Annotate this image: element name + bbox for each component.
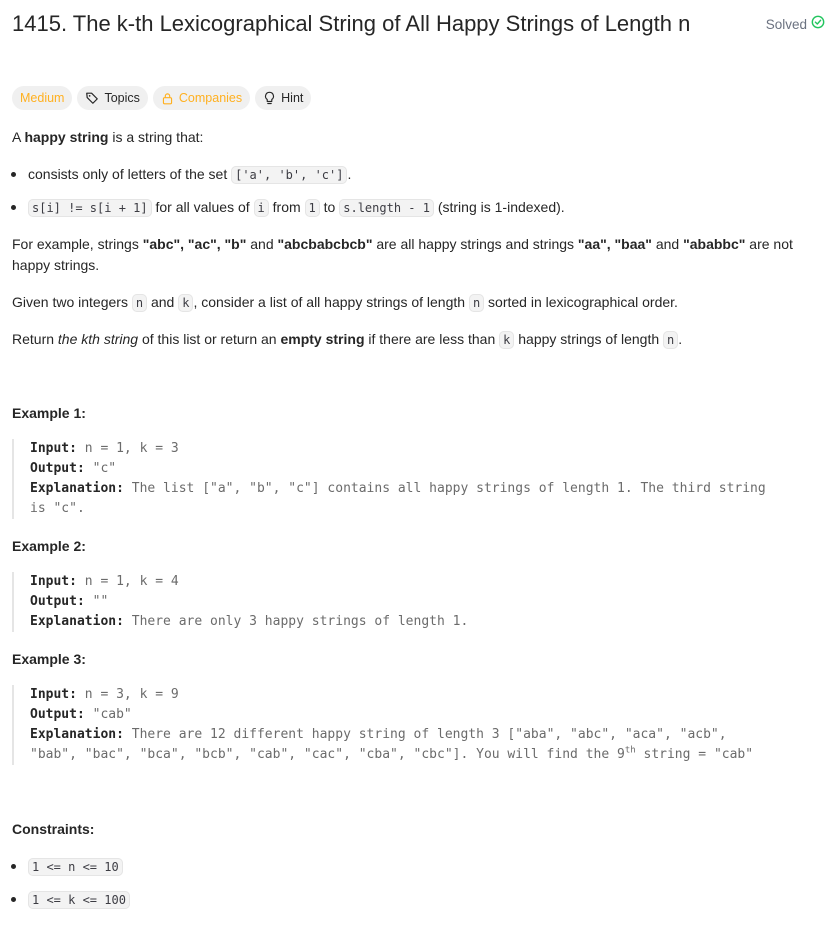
hint-button[interactable]: [255, 86, 311, 110]
list-item: [28, 856, 123, 878]
inline-code: n: [132, 294, 147, 312]
inline-code: k: [178, 294, 193, 312]
explanation-label: Explanation:: [30, 727, 124, 742]
bold-text: "abcbabcbcb": [277, 236, 373, 252]
topics-label: Topics: [104, 91, 140, 105]
text: .: [347, 166, 352, 182]
inline-code: n: [663, 331, 678, 349]
text: Given two integers: [12, 294, 132, 310]
example-explanation: The list ["a", "b", "c"] contains all happy strings of length 1. The third string: [131, 481, 766, 496]
text: to: [319, 199, 340, 215]
example-input: n = 3, k = 9: [84, 687, 179, 702]
example-output: "c": [92, 461, 117, 476]
explanation-label: Explanation:: [30, 614, 124, 629]
topics-button[interactable]: [77, 86, 147, 110]
title-row: [12, 8, 825, 40]
inline-code: n: [469, 294, 484, 312]
output-label: Output:: [30, 707, 85, 722]
list-item: [28, 197, 565, 219]
lightbulb-icon: [263, 91, 276, 105]
inline-code: k: [499, 331, 514, 349]
inline-code: i: [254, 199, 269, 217]
text: for all values of: [151, 199, 254, 215]
example-explanation: There are only 3 happy strings of length 1.: [131, 614, 469, 629]
bold-text: "aa", "baa": [577, 236, 652, 252]
superscript: th: [624, 745, 636, 756]
problem-title[interactable]: 1415. The k-th Lexicographical String of All Happy Strings of Length n: [12, 11, 691, 36]
inline-code: s[i] != s[i + 1]: [28, 199, 152, 217]
example-output: "cab": [92, 707, 132, 722]
text: of this list or return an: [138, 331, 281, 347]
text: For example, strings: [12, 236, 143, 252]
solved-status: [766, 14, 825, 35]
text: is a string that:: [108, 129, 204, 145]
hint-label: Hint: [281, 91, 304, 105]
inline-code: ['a', 'b', 'c']: [231, 166, 347, 184]
companies-button[interactable]: [153, 86, 250, 110]
tag-row: [12, 86, 311, 110]
italic-text: the kth string: [57, 331, 139, 347]
text: are not happy strings.: [12, 236, 793, 273]
text: A: [12, 129, 25, 145]
example-2-title: Example 2:: [12, 538, 86, 554]
bold-text: "abc", "ac", "b": [142, 236, 247, 252]
bold-text: "ababbc": [683, 236, 746, 252]
example-2-block: [12, 572, 827, 632]
example-input: n = 1, k = 3: [84, 441, 179, 456]
text: sorted in lexicographical order.: [484, 294, 678, 310]
constraints-title: Constraints:: [12, 821, 95, 837]
explanation-label: Explanation:: [30, 481, 124, 496]
bold-text: empty string: [280, 331, 365, 347]
text: from: [268, 199, 305, 215]
output-label: Output:: [30, 461, 85, 476]
text: if there are less than: [364, 331, 500, 347]
inline-code: 1: [305, 199, 320, 217]
text: .: [678, 331, 683, 347]
text: consists only of letters of the set: [28, 166, 232, 182]
example-explanation: is "c".: [30, 501, 85, 516]
return-paragraph: [12, 329, 822, 351]
example-input: n = 1, k = 4: [84, 574, 179, 589]
example-3-title: Example 3:: [12, 651, 86, 667]
difficulty-badge: Medium: [12, 86, 72, 110]
text: Return: [12, 331, 58, 347]
text: and: [651, 236, 684, 252]
constraint-code: 1 <= n <= 10: [28, 858, 123, 876]
input-label: Input:: [30, 574, 77, 589]
text: and: [147, 294, 179, 310]
inline-code: s.length - 1: [339, 199, 434, 217]
example-3-block: [12, 685, 827, 765]
example-explanation: string = "cab": [635, 747, 754, 762]
example-explanation: There are 12 different happy string of length 3 ["aba", "abc", "aca", "acb",: [131, 727, 727, 742]
intro-paragraph: [12, 127, 822, 148]
text: are all happy strings and strings: [372, 236, 578, 252]
happy-string-term: happy string: [24, 129, 109, 145]
companies-label: Companies: [178, 91, 243, 105]
text: (string is 1-indexed).: [433, 199, 565, 215]
example-1-title: Example 1:: [12, 405, 86, 421]
tag-icon: [85, 91, 99, 105]
input-label: Input:: [30, 441, 77, 456]
examples-paragraph: [12, 234, 807, 276]
constraint-code: 1 <= k <= 100: [28, 891, 130, 909]
example-1-block: [12, 439, 827, 519]
output-label: Output:: [30, 594, 85, 609]
text: , consider a list of all happy strings of length: [193, 294, 469, 310]
example-explanation: "bab", "bac", "bca", "bcb", "cab", "cac", "cba", "cbc"]. You will find the 9: [30, 747, 625, 762]
check-circle-icon: [811, 14, 825, 35]
text: and: [246, 236, 278, 252]
input-label: Input:: [30, 687, 77, 702]
example-output: "": [92, 594, 109, 609]
list-item: [28, 164, 351, 186]
text: happy strings of length: [514, 331, 664, 347]
lock-icon: [161, 92, 174, 105]
solved-label: Solved: [765, 17, 807, 32]
given-paragraph: [12, 292, 822, 314]
list-item: [28, 889, 130, 911]
